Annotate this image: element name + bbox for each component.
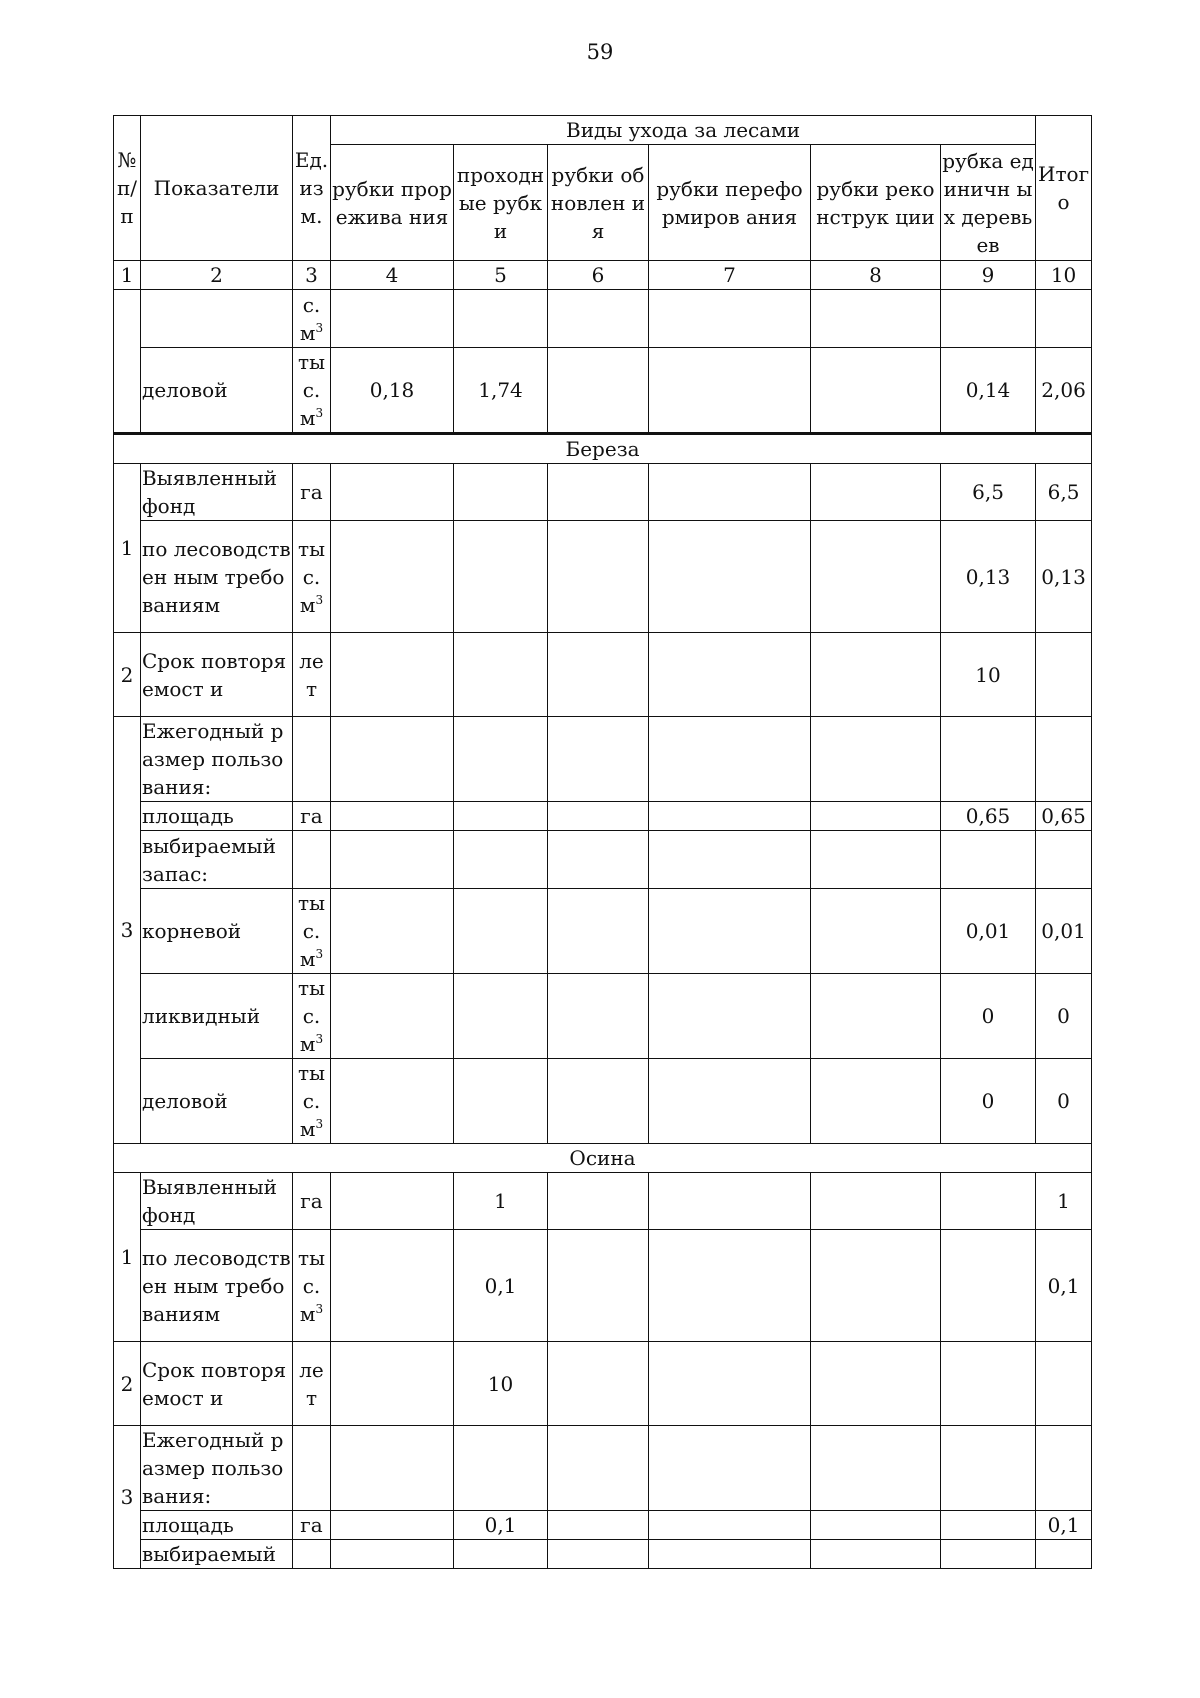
row-label: по лесоводствен ным требованиям: [141, 521, 293, 633]
header-thinning: рубки прорежива ния: [331, 145, 454, 261]
row-number: 2: [114, 633, 141, 717]
row-label: площадь: [141, 802, 293, 831]
table-row: [114, 717, 1092, 802]
col-num: 7: [649, 261, 811, 290]
header-row-1: [114, 116, 1092, 145]
table-row: по лесоводствен ным требованиям ты с. $м^3$ 0,1 0,1: [114, 1230, 1092, 1342]
col-num: 6: [548, 261, 649, 290]
row-label: Срок повторяемост и: [141, 1342, 293, 1426]
unit-cell: ты с. $м^3$: [293, 348, 331, 434]
row-label: Срок повторяемост и: [141, 633, 293, 717]
row-number: 3: [114, 717, 141, 1144]
row-label: по лесоводствен ным требованиям: [141, 1230, 293, 1342]
table-row: площадь га 0,65 0,65: [114, 802, 1092, 831]
header-indicators: Показатели: [141, 116, 293, 261]
col-num: 3: [293, 261, 331, 290]
table-row: [114, 290, 1092, 348]
header-reconstruction: рубки реконструк ции: [811, 145, 941, 261]
table-row: [114, 831, 1092, 889]
col-num: 9: [941, 261, 1036, 290]
header-passage: проходн ые рубки: [454, 145, 548, 261]
table-row: [114, 1540, 1092, 1569]
header-group: Виды ухода за лесами: [331, 116, 1036, 145]
row-label: деловой: [141, 1059, 293, 1144]
row-number: 2: [114, 1342, 141, 1426]
row-label: ликвидный: [141, 974, 293, 1059]
table-row: по лесоводствен ным требованиям ты с. $м^3$ 0,13 0,13: [114, 521, 1092, 633]
row-label: Выявленный фонд: [141, 1173, 293, 1230]
col-num: 8: [811, 261, 941, 290]
table-row: 1 Выявленный фонд га 1 1: [114, 1173, 1092, 1230]
col-num: 4: [331, 261, 454, 290]
table-row: 1 Выявленный фонд га 6,5 6,5: [114, 464, 1092, 521]
row-label: Выявленный фонд: [141, 464, 293, 521]
table-row: ликвидный ты с. $м^3$ 0 0: [114, 974, 1092, 1059]
row-label: площадь: [141, 1511, 293, 1540]
table-row: [114, 1426, 1092, 1511]
header-renewal: рубки обновлен ия: [548, 145, 649, 261]
page-number: 59: [586, 40, 614, 64]
header-num: № п/п: [114, 116, 141, 261]
row-label: выбираемый: [141, 1540, 293, 1569]
col-num: 2: [141, 261, 293, 290]
header-single-trees: рубка единичн ых деревьев: [941, 145, 1036, 261]
table-row: деловой ты с. $м^3$ 0,18 1,74 0,14 2,06: [114, 348, 1092, 434]
table-row: деловой ты с. $м^3$ 0 0: [114, 1059, 1092, 1144]
row-label: деловой: [141, 348, 293, 434]
table-row: корневой ты с. $м^3$ 0,01 0,01: [114, 889, 1092, 974]
header-total: Итог о: [1036, 116, 1092, 261]
row-number: 1: [114, 464, 141, 633]
row-number: 3: [114, 1426, 141, 1569]
col-num: 5: [454, 261, 548, 290]
row-label: Ежегодный размер пользования:: [141, 717, 293, 802]
header-unit: Ед. из м.: [293, 116, 331, 261]
row-label: выбираемый запас:: [141, 831, 293, 889]
row-label: Ежегодный размер пользования:: [141, 1426, 293, 1511]
section-title-aspen: Осина: [114, 1144, 1092, 1173]
forest-care-table: [113, 115, 1092, 1569]
table-row: площадь га 0,1 0,1: [114, 1511, 1092, 1540]
row-label: корневой: [141, 889, 293, 974]
section-row: [114, 1144, 1092, 1173]
col-num: 10: [1036, 261, 1092, 290]
column-numbers-row: [114, 261, 1092, 290]
section-row: [114, 434, 1092, 464]
unit-cell: с. $м^3$: [293, 290, 331, 348]
row-number: 1: [114, 1173, 141, 1342]
table-row: 2 Срок повторяемост и лет 10: [114, 1342, 1092, 1426]
header-reformation: рубки переформиров ания: [649, 145, 811, 261]
table-row: 2 Срок повторяемост и лет 10: [114, 633, 1092, 717]
col-num: 1: [114, 261, 141, 290]
section-title-birch: Береза: [114, 434, 1092, 464]
